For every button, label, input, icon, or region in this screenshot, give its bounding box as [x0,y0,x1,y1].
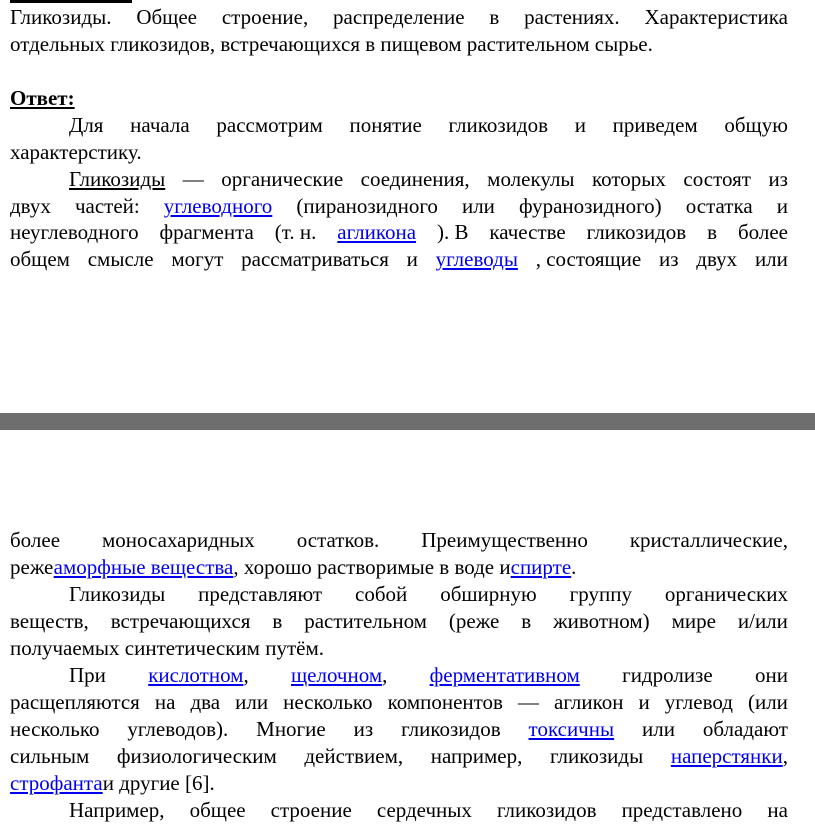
word: неуглеводного [10,220,139,244]
word: соединения, [360,167,470,191]
link-carbohydrates[interactable]: углеводы [435,247,518,271]
title-line-1 [10,5,788,29]
word: молекулы [487,167,575,191]
word: сердечных [376,798,472,822]
word: в [272,609,283,633]
word: животном) [553,609,650,633]
word: — [182,167,204,191]
word: из [659,247,679,271]
word: Например, [69,798,165,822]
word: (т. н. [274,220,317,244]
word: более [737,220,788,244]
word: общее [189,798,246,822]
word: Для [69,113,104,137]
para3-line-1 [69,582,788,606]
para4-line-2 [10,690,788,714]
word: представлено [621,798,743,822]
para3-line-2 [10,609,788,633]
word: более [10,528,61,552]
word: на [154,690,176,714]
word: в [489,5,500,29]
link-foxglove[interactable]: наперстянки [670,744,783,768]
word: или [461,194,495,218]
link-group [671,744,788,768]
word: начала [130,113,190,137]
link-enzymatic[interactable]: ферментативном [429,663,580,687]
word: остатков. [296,528,380,552]
word: несколько [10,717,100,741]
word: или [235,690,269,714]
word: мире [671,609,716,633]
word: приведем [612,113,698,137]
link-carbohydrate-adj[interactable]: углеводного [163,194,273,218]
word: несколько [283,690,373,714]
word: гидролизе [622,663,713,687]
word: качестве [489,220,566,244]
word: — [517,690,539,714]
word: моносахаридных [102,528,255,552]
link-acidic[interactable]: кислотном [148,663,244,687]
word: сильным [10,744,90,768]
paragraph-text: , хорошо растворимые в воде и [233,555,511,579]
word: фрагмента [159,220,254,244]
word: углевод [664,690,733,714]
word: , состоящие [535,247,642,271]
word: общую [724,113,788,137]
word: рассматриваться [241,247,389,271]
answer-line [10,86,788,110]
word: органических [664,582,788,606]
word: в [707,220,718,244]
word: Гликозиды. [10,5,112,29]
word: растениях. [524,5,620,29]
paragraph-text: и другие [6]. [102,771,215,795]
word: состоят [683,167,751,191]
word: и [406,247,418,271]
word: встречающихся [110,609,251,633]
link-group [148,663,249,687]
word: гликозиды [549,744,644,768]
link-alcohol[interactable]: спирте [510,555,572,579]
link-amorphous-substances[interactable]: аморфные вещества [53,555,234,579]
term-glycosides: Гликозиды [69,167,166,191]
word: При [69,663,106,687]
link-alkaline[interactable]: щелочном [291,663,383,687]
para4-line-4 [10,744,788,768]
punctuation: , [243,663,249,687]
word: Гликозиды [69,582,166,606]
word: общем [10,247,70,271]
word: собой [355,582,408,606]
link-aglycone[interactable]: агликона [337,220,417,244]
word: (или [747,690,788,714]
para4-line-3 [10,717,788,741]
word: обладают [702,717,788,741]
para4-line-1 [69,663,788,687]
top-rule [10,0,132,3]
para1-line-1 [69,113,788,137]
word: обширную [440,582,537,606]
para5-line-1 [69,798,788,822]
word: строение, [221,5,309,29]
word: расщепляются [10,690,140,714]
word: группу [569,582,632,606]
word: Преимущественно [421,528,588,552]
punctuation: , [382,663,388,687]
link-group [291,663,387,687]
word: из [768,167,788,191]
title-text: отдельных гликозидов, встречающихся в пищевом растительном сырье. [10,32,653,56]
cont-line-2 [10,555,788,579]
word: могут [171,247,224,271]
link-toxic[interactable]: токсичны [528,717,615,741]
word: строение [270,798,352,822]
title-line-2 [10,32,788,56]
page-separator [0,413,815,430]
word: гликозидов [448,113,549,137]
answer-label: Ответ: [10,86,75,110]
word: на [767,798,788,822]
para2-line-2 [10,194,788,218]
para2-line-3 [10,220,788,244]
word: кристаллические, [629,528,788,552]
word: двух [10,194,51,218]
word: остатка [685,194,753,218]
punctuation: , [782,744,788,768]
cont-line-1 [10,528,788,552]
word: физиологическим [116,744,277,768]
word: понятие [349,113,422,137]
word: два [190,690,221,714]
word: например, [430,744,523,768]
word: которых [592,167,666,191]
word: органические [221,167,344,191]
punctuation: . [571,555,577,579]
word: гликозидов [586,220,687,244]
word: или [754,247,788,271]
word: они [754,663,788,687]
word: (реже [448,609,500,633]
word: гликозидов [496,798,597,822]
word: Характеристика [644,5,788,29]
word: или [642,717,675,741]
word: углеводов). [127,717,229,741]
word: агликон [554,690,624,714]
word: двух [696,247,738,271]
word: смысле [87,247,154,271]
word: представляют [198,582,323,606]
word: из [353,717,374,741]
para4-line-5 [10,771,788,795]
link-strophanthus[interactable]: строфанта [10,771,103,795]
word: частей: [74,194,140,218]
para2-line-1 [69,167,788,191]
word: и [638,690,650,714]
word: фуранозидного) [518,194,662,218]
word: распределение [333,5,465,29]
word: в [521,609,532,633]
word: гликозидов [401,717,501,741]
para2-line-4 [10,247,788,271]
word: действием, [304,744,404,768]
word: и [574,113,586,137]
word: ). В [436,220,469,244]
word: растительном [304,609,427,633]
word: и/или [737,609,788,633]
word: и [776,194,788,218]
paragraph-text: характерстику. [10,140,142,164]
para1-line-2 [10,140,788,164]
para3-line-3 [10,636,788,660]
word: Многие [256,717,326,741]
word: реже [10,555,54,579]
word: компонентов [387,690,503,714]
paragraph-text: получаемых синтетическим путём. [10,636,324,660]
word: (пиранозидного [296,194,438,218]
word: Общее [136,5,197,29]
word: рассмотрим [216,113,323,137]
document-page-2 [0,430,815,825]
word: веществ, [10,609,89,633]
